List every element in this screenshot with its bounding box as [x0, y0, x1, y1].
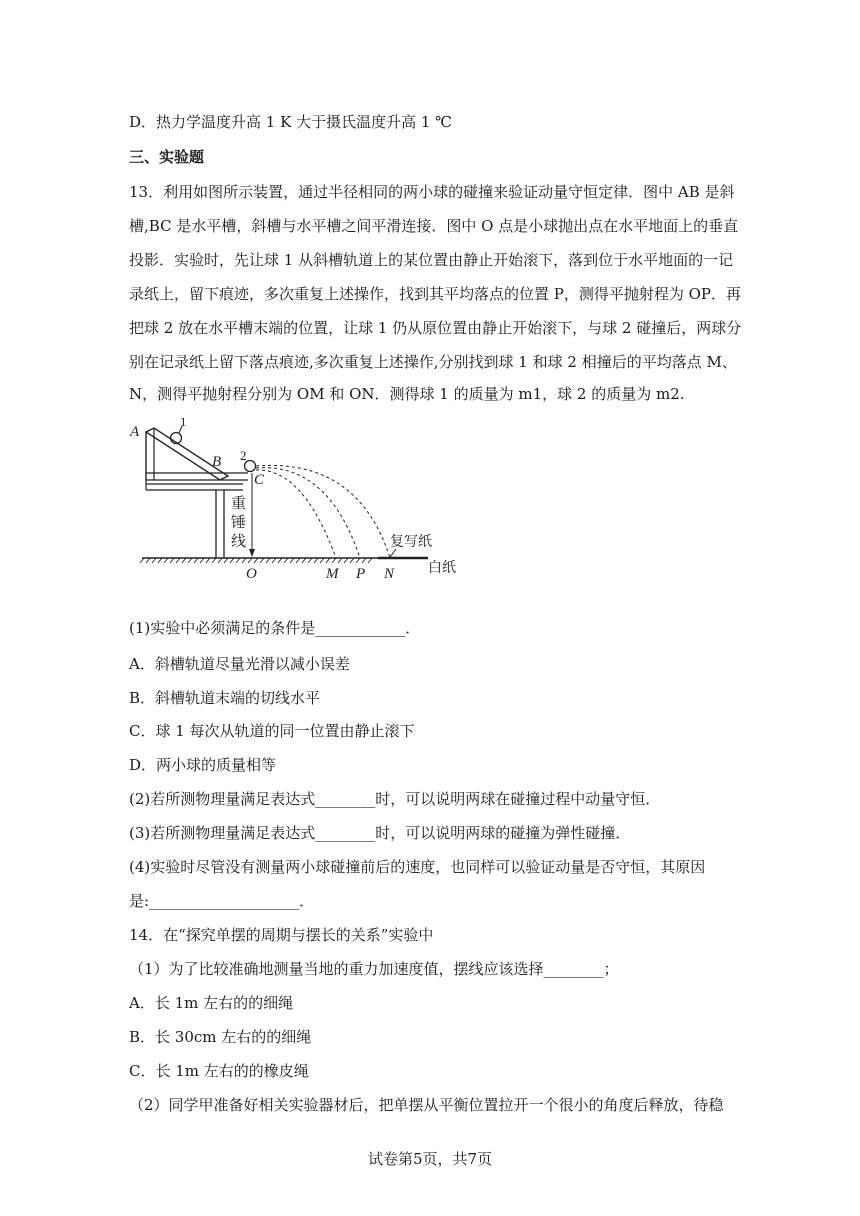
text-line-q14_1a: A．长 1m 左右的的细绳	[129, 994, 294, 1012]
text-line-q13_l6: 别在记录纸上留下落点痕迹,多次重复上述操作,分别找到球 1 和球 2 相撞后的平均落点 M、	[129, 353, 737, 371]
text-line-q14_1b: B．长 30cm 左右的的细绳	[129, 1028, 312, 1046]
text-line-q14: 14．在“探究单摆的周期与摆长的关系”实验中	[129, 926, 434, 944]
label-plumb-1: 重	[231, 496, 247, 512]
text-line-q13_4a: (4)实验时尽管没有测量两小球碰撞前后的速度，也同样可以验证动量是否守恒，其原因	[129, 858, 706, 876]
text-line-q14_1: （1）为了比较准确地测量当地的重力加速度值，摆线应该选择________；	[129, 960, 619, 978]
label-M: M	[326, 566, 339, 582]
collision-apparatus-figure	[128, 418, 468, 583]
label-white-paper: 白纸	[428, 561, 456, 576]
text-line-q13_1d: D．两小球的质量相等	[129, 756, 277, 774]
text-line-q13_2: (2)若所测物理量满足表达式________时，可以说明两球在碰撞过程中动量守恒．	[129, 790, 661, 808]
text-line-q13_l2: 槽,BC 是水平槽，斜槽与水平槽之间平滑连接．图中 O 点是小球抛出点在水平地面上的垂直	[129, 217, 739, 235]
label-B: B	[212, 454, 222, 470]
label-C: C	[254, 472, 265, 488]
label-O: O	[246, 566, 257, 582]
text-line-q13_3: (3)若所测物理量满足表达式________时，可以说明两球的碰撞为弹性碰撞．	[129, 824, 631, 842]
text-line-q13_l7: N，测得平抛射程分别为 OM 和 ON．测得球 1 的质量为 m1，球 2 的质量为 m2.	[129, 385, 685, 403]
text-line-q13_1c: C．球 1 每次从轨道的同一位置由静止滚下	[129, 722, 415, 740]
text-line-q13_l5: 把球 2 放在水平槽末端的位置，让球 1 仍从原位置由静止开始滚下，与球 2 碰撞后，两球分	[129, 319, 742, 337]
text-line-q13_1a: A．斜槽轨道尽量光滑以减小误差	[129, 655, 350, 673]
label-ball-2: 2	[240, 448, 247, 463]
page-footer: 试卷第5页，共7页	[367, 1150, 493, 1168]
label-carbon-paper: 复写纸	[390, 535, 432, 550]
label-plumb-3: 线	[231, 534, 247, 550]
text-line-q13_l4: 录纸上，留下痕迹，多次重复上述操作，找到其平均落点的位置 P，测得平抛射程为 OP．再	[129, 285, 742, 303]
text-line-q13_1: (1)实验中必须满足的条件是____________．	[129, 619, 421, 637]
text-line-q13_1b: B．斜槽轨道末端的切线水平	[129, 689, 321, 707]
text-line-section_title: 三、实验题	[129, 148, 205, 166]
text-line-q13_l1: 13．利用如图所示装置，通过半径相同的两小球的碰撞来验证动量守恒定律．图中 AB 是斜	[129, 183, 735, 201]
label-ball-1: 1	[180, 418, 187, 429]
text-line-q13_l3: 投影．实验时，先让球 1 从斜槽轨道上的某位置由静止开始滚下，落到位于水平地面的一记	[129, 251, 734, 269]
label-plumb-2: 锤	[231, 515, 247, 531]
label-N: N	[384, 566, 395, 582]
text-line-q14_2: （2）同学甲准备好相关实验器材后，把单摆从平衡位置拉开一个很小的角度后释放，待稳	[129, 1096, 724, 1114]
label-A: A	[130, 424, 140, 440]
text-line-q14_1c: C．长 1m 左右的的橡皮绳	[129, 1062, 309, 1080]
text-line-opt_d_prev: D．热力学温度升高 1 K 大于摄氏温度升高 1 ℃	[129, 113, 452, 131]
text-line-q13_4b: 是:____________________．	[129, 892, 315, 910]
label-P: P	[356, 566, 366, 582]
